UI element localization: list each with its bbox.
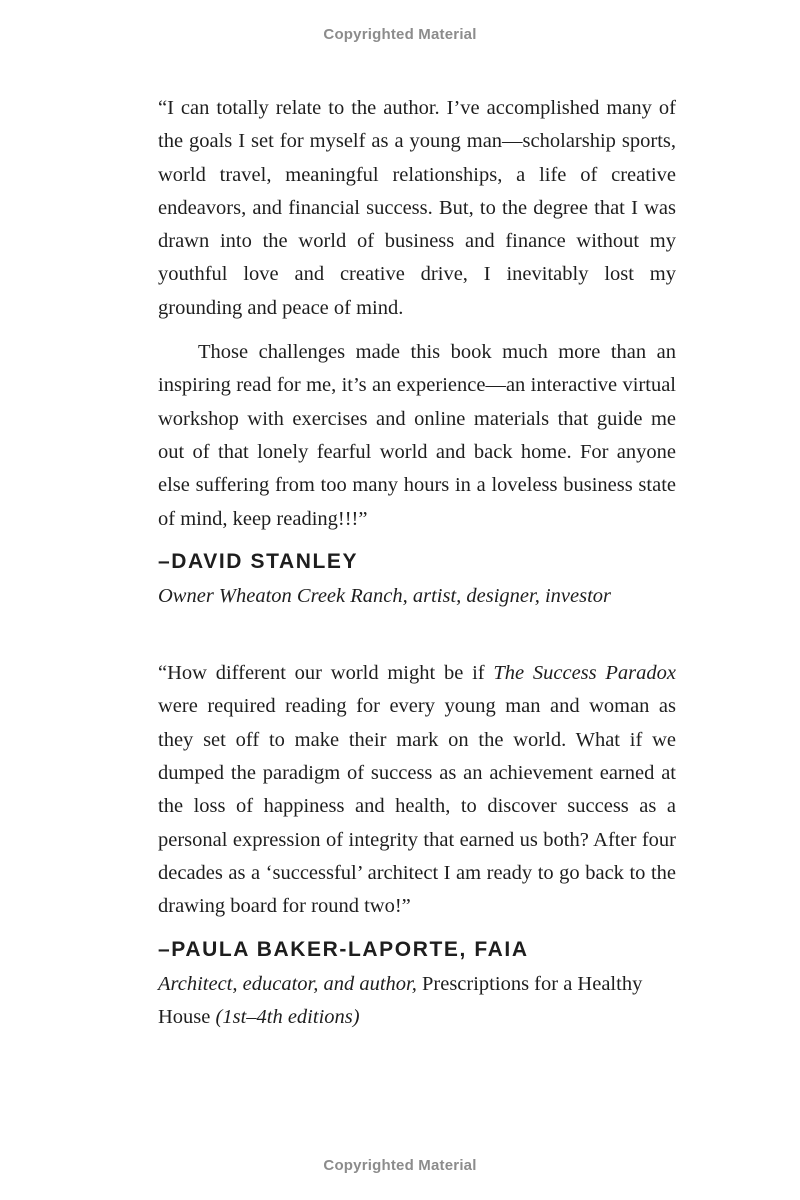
testimonial-author-role xyxy=(158,968,676,1035)
testimonial-paula-baker-laporte xyxy=(158,657,676,1034)
quote-paragraph-1: “I can totally relate to the author. I’ve accomplished many of the goals I set for myself as a young man—scholarship sports, world travel, meaningful relationships, a life of creative endeavors, and financial success. But, to the degree that I was drawn into the world of business and finance without my youthful love and creative drive, I inevitably lost my grounding and peace of mind. xyxy=(158,97,676,319)
role-prefix: Architect, educator, and author, xyxy=(158,972,417,995)
role-book-title: Prescriptions for a Healthy House xyxy=(158,972,643,1028)
quote-text-before: “How different our world might be if xyxy=(158,662,494,685)
testimonial-author: –PAULA BAKER-LAPORTE, FAIA xyxy=(158,937,529,961)
testimonial-author-role: Owner Wheaton Creek Ranch, artist, designer, investor xyxy=(158,584,612,607)
testimonial-author: –DAVID STANLEY xyxy=(158,549,359,573)
copyright-watermark-bottom: Copyrighted Material xyxy=(323,1157,477,1174)
book-title: The Success Paradox xyxy=(493,662,676,685)
quote-text-after: were required reading for every young man and woman as they set off to make their mark on the world. What if we dumped the paradigm of success as an achievement earned at the loss of happiness and health, to discover success as a personal expression of integrity that earned us both? After four decades as a ‘successful’ architect I am ready to go back to the drawing board for round two!” xyxy=(158,695,676,918)
role-edition-note: (1st–4th editions) xyxy=(215,1005,360,1028)
testimonial-david-stanley xyxy=(158,92,676,613)
quote-paragraph-1 xyxy=(158,657,676,923)
testimonial-quote xyxy=(158,657,676,923)
testimonial-page xyxy=(158,92,676,1034)
copyright-watermark-top: Copyrighted Material xyxy=(323,26,477,43)
testimonial-quote xyxy=(158,92,676,536)
quote-paragraph-2: Those challenges made this book much more than an inspiring read for me, it’s an experience—an interactive virtual workshop with exercises and online materials that guide me out of that lonely fearful world and back home. For anyone else suffering from too many hours in a loveless business state of mind, keep reading!!!” xyxy=(158,341,676,530)
